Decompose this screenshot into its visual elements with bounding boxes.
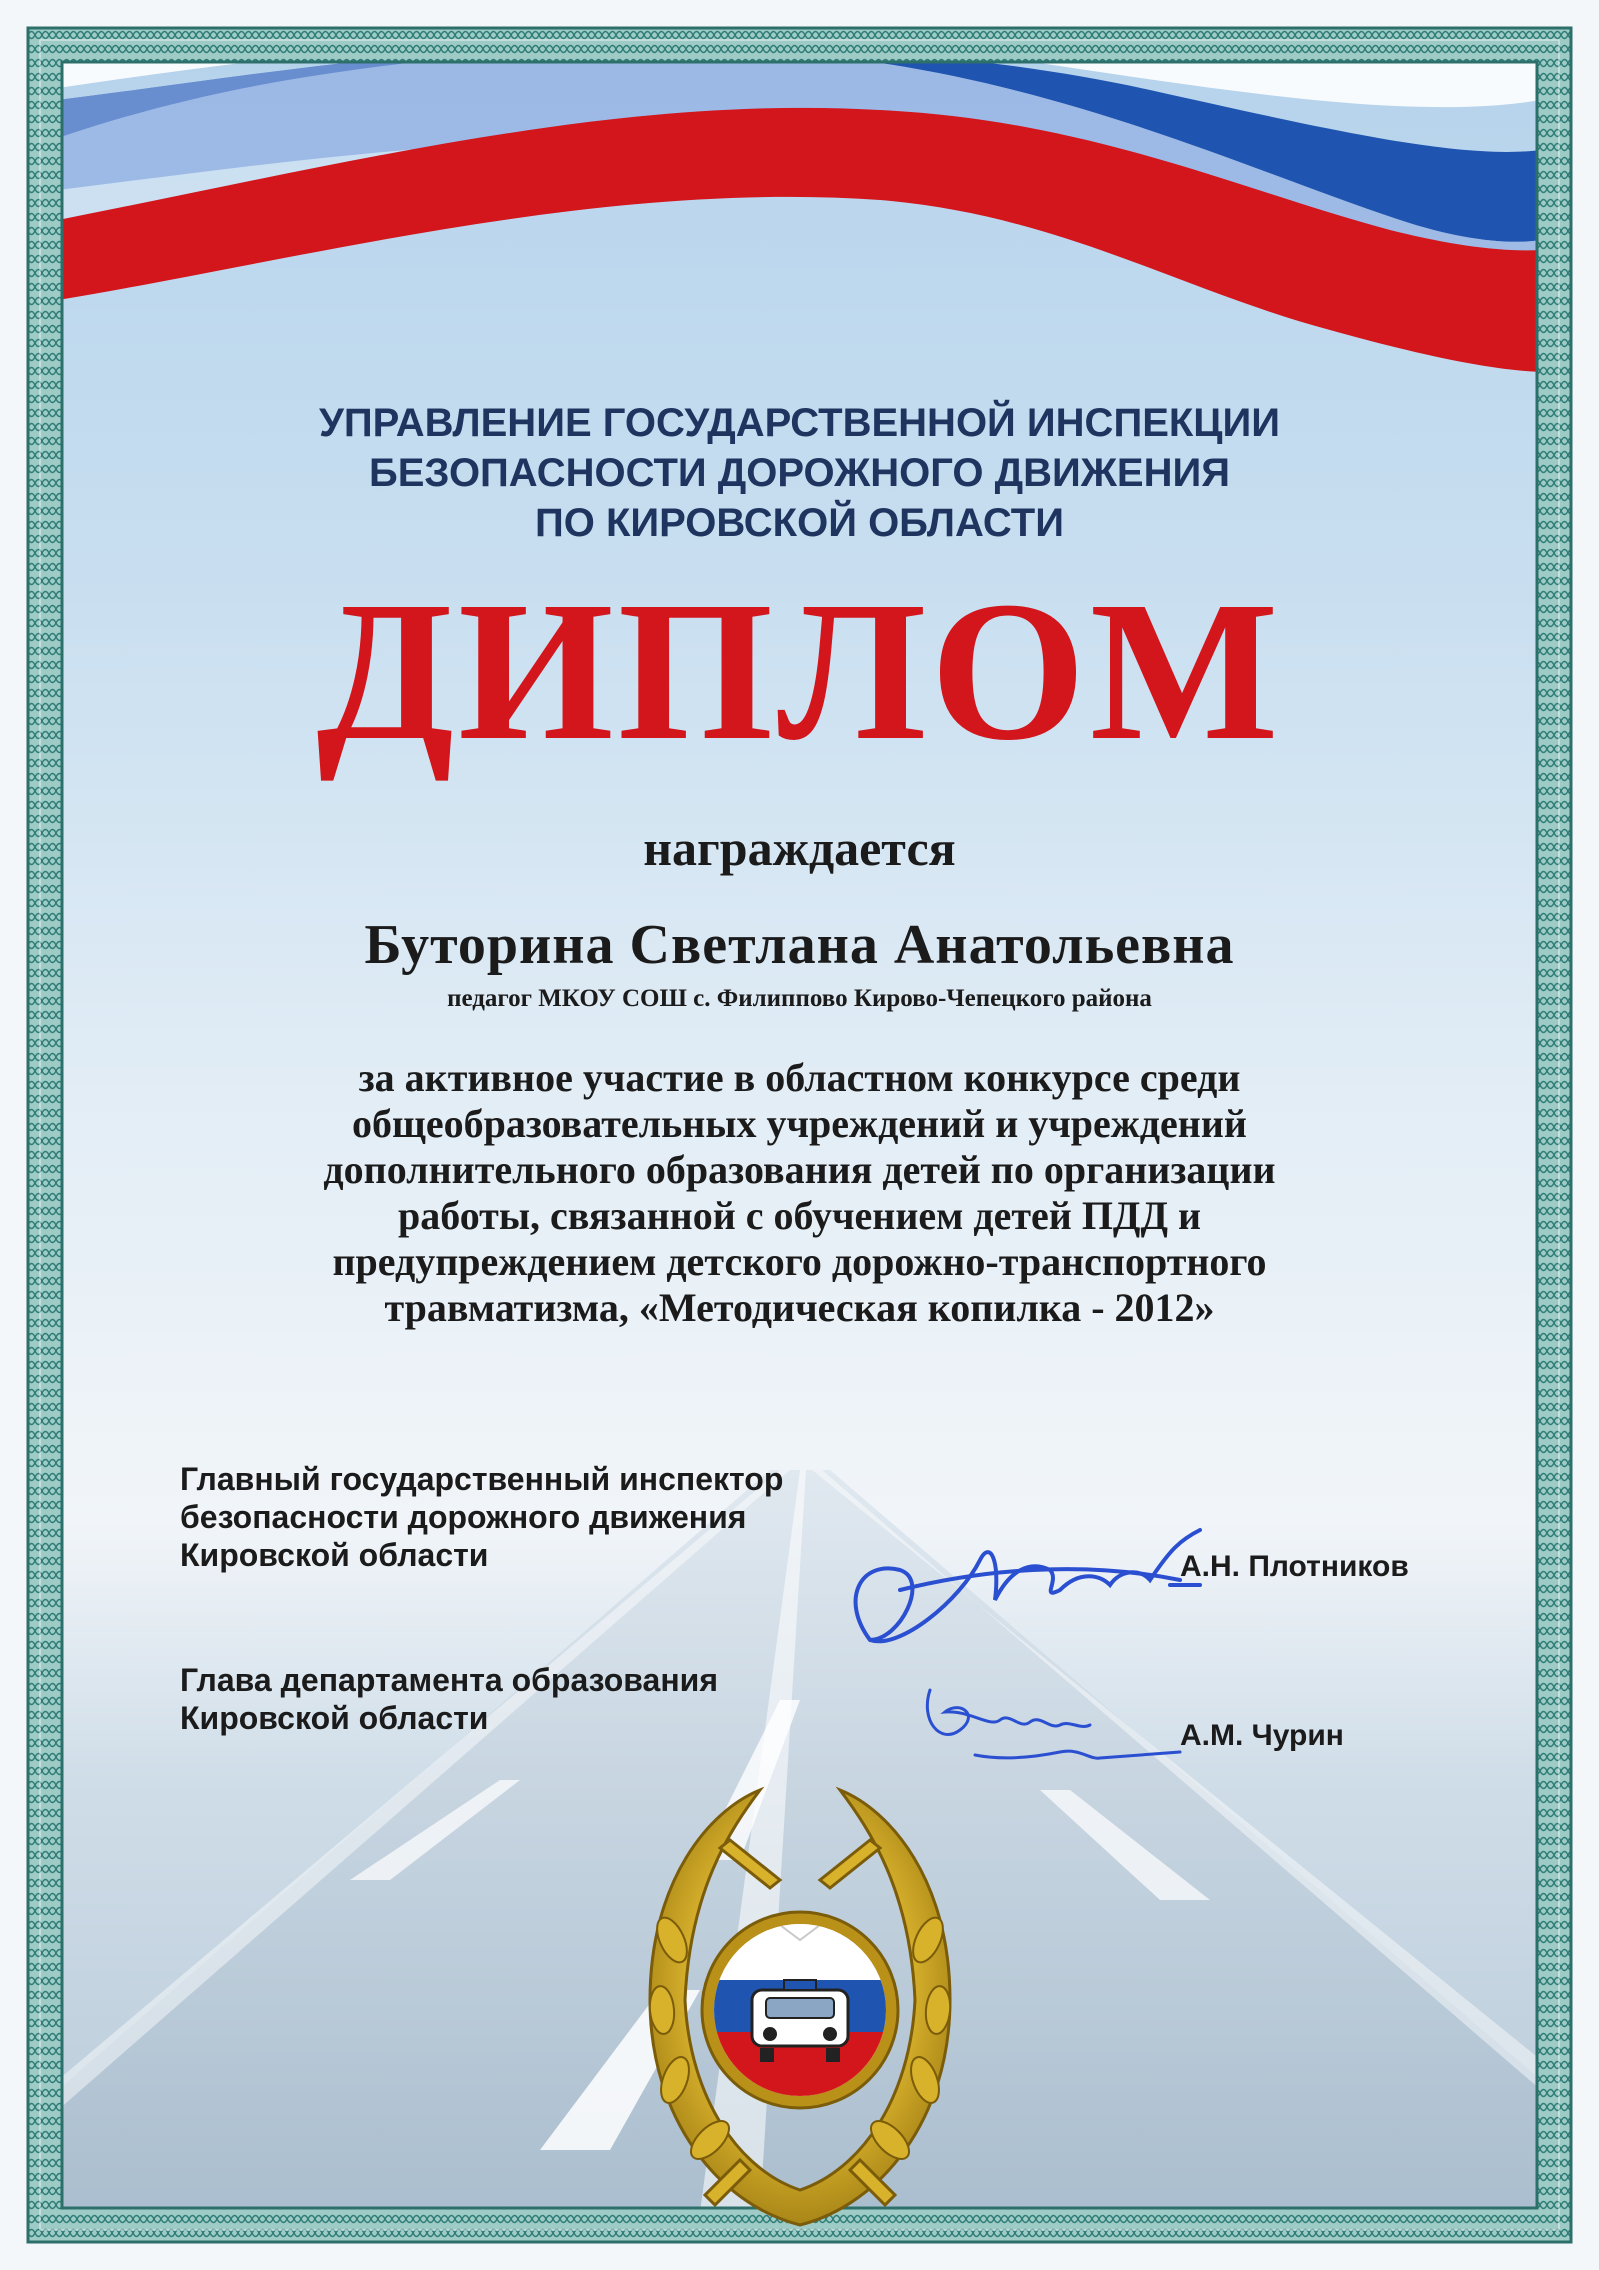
- reason-line: работы, связанной с обучением детей ПДД и: [397, 1193, 1202, 1238]
- award-reason: [0, 1055, 1599, 1331]
- signatory-1-name: А.Н. Плотников: [1180, 1550, 1409, 1583]
- signatory-2-title: [180, 1661, 718, 1737]
- signatory-1-title-line: Кировской области: [180, 1537, 489, 1573]
- issuer-line-2: БЕЗОПАСНОСТИ ДОРОЖНОГО ДВИЖЕНИЯ: [368, 451, 1230, 495]
- reason-line: травматизма, «Методическая копилка - 2012»: [384, 1285, 1215, 1330]
- signatory-2-title-line: Глава департамента образования: [180, 1662, 719, 1698]
- issuer-line-1: УПРАВЛЕНИЕ ГОСУДАРСТВЕННОЙ ИНСПЕКЦИИ: [318, 401, 1280, 445]
- recipient-name: Буторина Светлана Анатольевна: [364, 914, 1235, 976]
- recipient-position: педагог МКОУ СОШ с. Филиппово Кирово-Чепецкого района: [447, 985, 1152, 1012]
- signatory-1-title-line: безопасности дорожного движения: [180, 1499, 747, 1535]
- reason-line: общеобразовательных учреждений и учреждений: [352, 1101, 1247, 1146]
- document-title: ДИПЛОМ: [316, 561, 1283, 782]
- reason-line: предупреждением детского дорожно-транспортного: [332, 1239, 1267, 1284]
- signatory-2-title-line: Кировской области: [180, 1700, 489, 1736]
- signatory-1-title-line: Главный государственный инспектор: [180, 1461, 784, 1497]
- signatory-1-title: [180, 1460, 783, 1574]
- reason-line: дополнительного образования детей по организации: [323, 1147, 1276, 1192]
- issuer-line-3: ПО КИРОВСКОЙ ОБЛАСТИ: [535, 501, 1064, 545]
- issuer-header: [0, 398, 1599, 548]
- signatory-2-name: А.М. Чурин: [1180, 1719, 1344, 1752]
- reason-line: за активное участие в областном конкурсе среди: [358, 1055, 1241, 1100]
- awarded-label: награждается: [643, 820, 956, 876]
